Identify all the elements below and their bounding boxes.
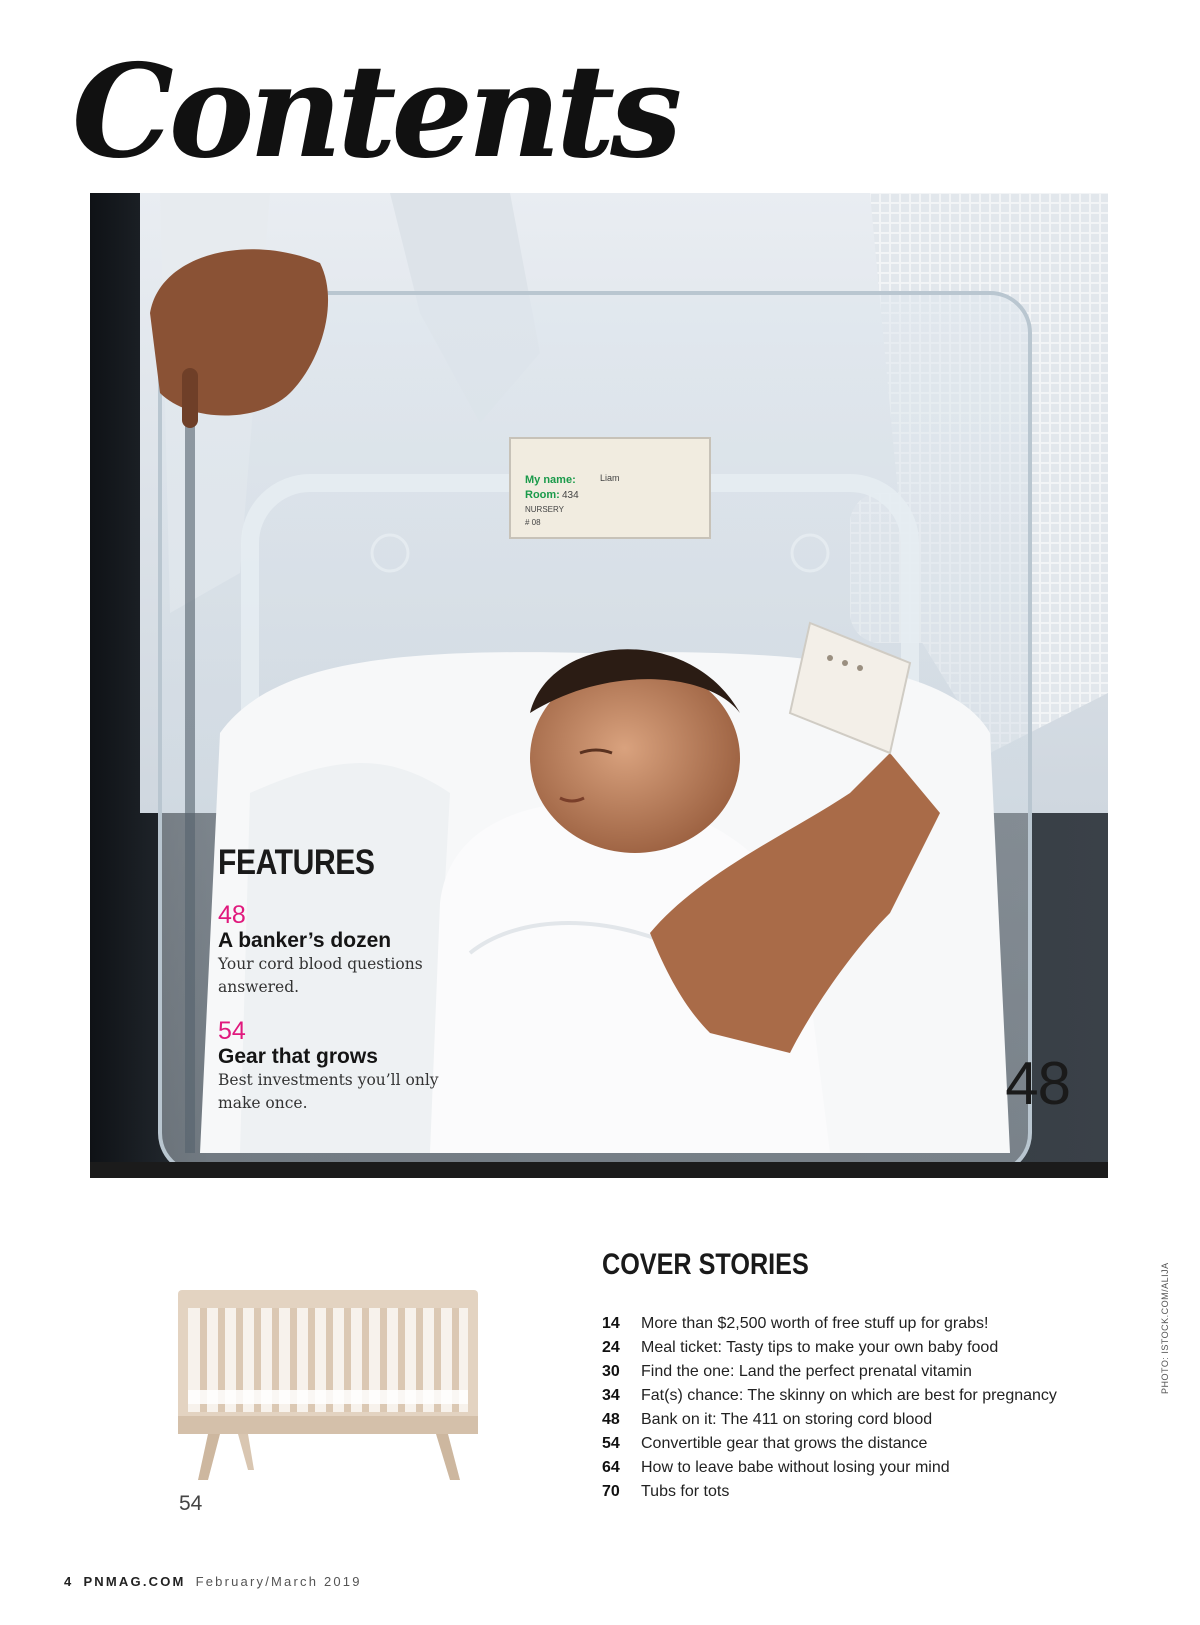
page-title: Contents — [72, 37, 678, 187]
cover-story-row[interactable] — [602, 1432, 1122, 1456]
cover-story-text: How to leave babe without losing your mind — [641, 1459, 950, 1476]
cover-story-text: More than $2,500 worth of free stuff up for grabs! — [641, 1315, 989, 1332]
feature-page-number: 54 — [218, 1017, 246, 1045]
feature-item[interactable] — [218, 1017, 498, 1115]
cover-story-text: Bank on it: The 411 on storing cord blood — [641, 1411, 933, 1428]
feature-title: A banker’s dozen — [218, 929, 392, 952]
cover-story-page: 48 — [602, 1411, 620, 1428]
crib-illustration — [178, 1290, 478, 1482]
cover-story-text: Meal ticket: Tasty tips to make your own baby food — [641, 1339, 999, 1356]
cover-story-row[interactable] — [602, 1408, 1122, 1432]
tag-name-label: My name: — [525, 474, 576, 486]
hero-bottom-bar — [90, 1162, 1108, 1178]
cover-story-row[interactable] — [602, 1360, 1122, 1384]
feature-item[interactable] — [218, 901, 498, 999]
footer-page-number: 4 — [64, 1574, 74, 1589]
cover-story-page: 70 — [602, 1483, 620, 1500]
tag-line3: NURSERY — [525, 505, 564, 514]
page-footer — [64, 1574, 362, 1589]
cover-story-page: 64 — [602, 1459, 620, 1476]
cover-story-text: Find the one: Land the perfect prenatal vitamin — [641, 1363, 972, 1380]
cover-story-page: 30 — [602, 1363, 620, 1380]
hero-photo — [90, 193, 1108, 1178]
cover-story-row[interactable] — [602, 1336, 1122, 1360]
tag-line4: # 08 — [525, 518, 541, 527]
cover-story-page: 54 — [602, 1435, 620, 1452]
cover-story-row[interactable] — [602, 1312, 1122, 1336]
features-heading: FEATURES — [218, 843, 375, 882]
feature-title: Gear that grows — [218, 1045, 378, 1068]
cover-story-page: 34 — [602, 1387, 620, 1404]
footer-site-link[interactable]: PNMAG.COM — [83, 1574, 186, 1589]
footer-issue-date: February/March 2019 — [195, 1574, 362, 1589]
features-section — [218, 843, 498, 1115]
tag-room-label: Room: — [525, 489, 560, 501]
hero-page-number: 48 — [1005, 1050, 1070, 1117]
cover-story-row[interactable] — [602, 1456, 1122, 1480]
cover-story-row[interactable] — [602, 1480, 1122, 1504]
feature-page-number: 48 — [218, 901, 246, 929]
crib-caption: 54 — [179, 1492, 203, 1515]
tag-room-value: 434 — [562, 490, 579, 501]
cover-story-row[interactable] — [602, 1384, 1122, 1408]
cover-story-text: Fat(s) chance: The skinny on which are best for pregnancy — [641, 1387, 1057, 1404]
tag-name-value: Liam — [600, 473, 620, 483]
photo-credit: PHOTO: ISTOCK.COM/ALIJA — [1160, 1262, 1170, 1394]
feature-description-line: answered. — [218, 978, 300, 996]
cover-story-text: Tubs for tots — [641, 1483, 730, 1500]
cover-story-page: 14 — [602, 1315, 620, 1332]
feature-description-line: Best investments you’ll only — [218, 1071, 439, 1089]
cover-stories-heading: COVER STORIES — [602, 1248, 809, 1281]
feature-description-line: Your cord blood questions — [218, 955, 423, 973]
cover-stories-section — [602, 1248, 1122, 1504]
feature-description-line: make once. — [218, 1094, 308, 1112]
cover-story-text: Convertible gear that grows the distance — [641, 1435, 928, 1452]
cover-story-page: 24 — [602, 1339, 620, 1356]
